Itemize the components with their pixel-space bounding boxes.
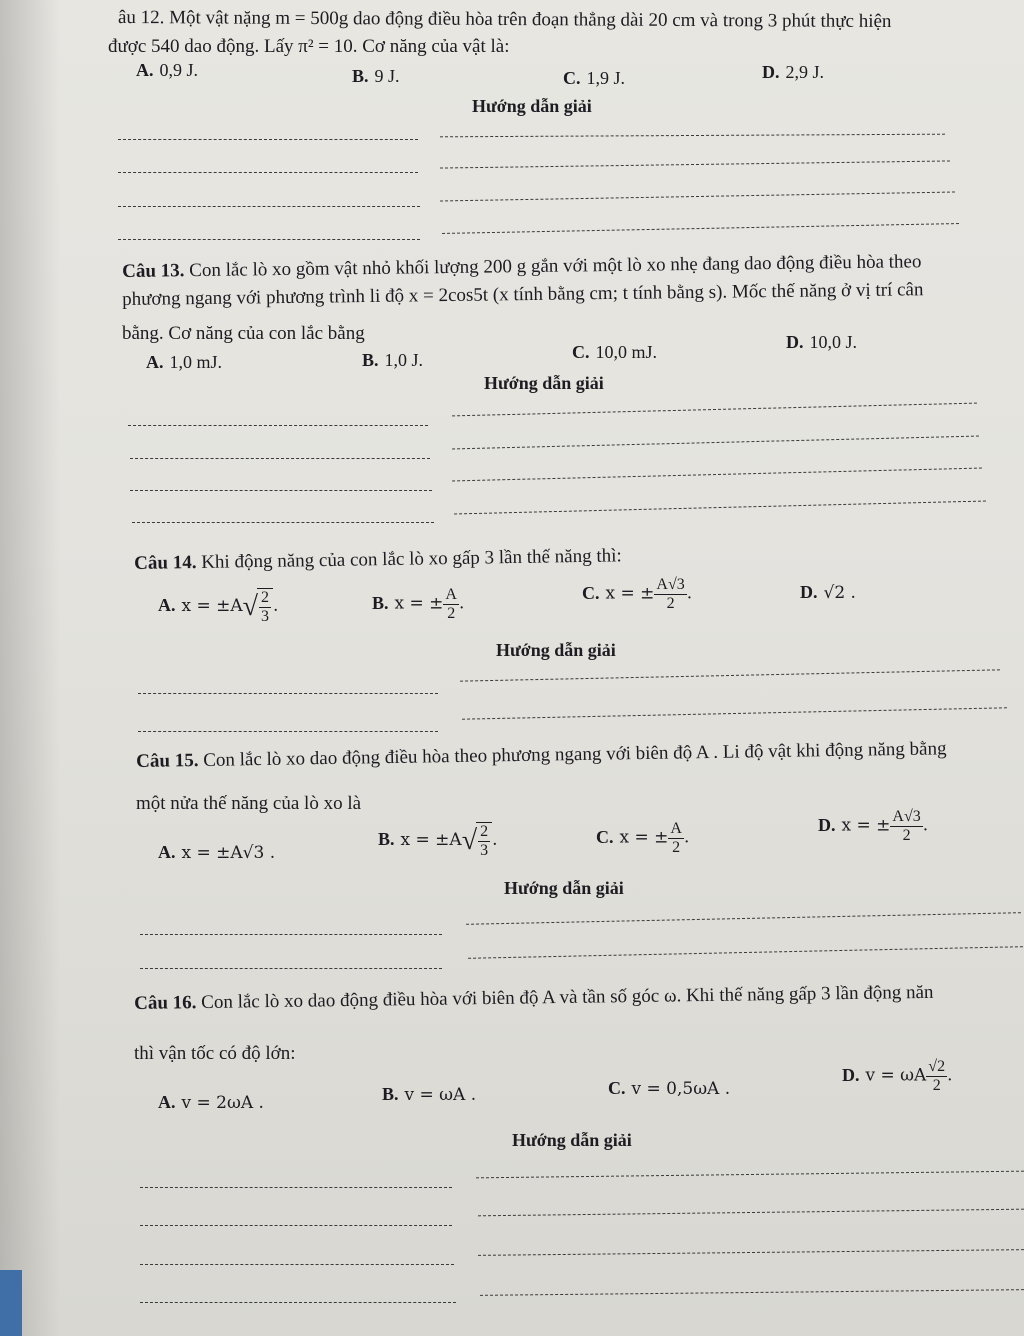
q15-line2: một nửa thế năng của lò xo là xyxy=(136,793,362,814)
q13-line3: bằng. Cơ năng của con lắc bằng xyxy=(122,323,365,344)
q14-line1: Câu 14. Khi động năng của con lắc lò xo gấp 3 lần thế năng thì: xyxy=(134,545,622,574)
q15-answer-line-1[interactable] xyxy=(466,912,1021,925)
q13-answer-line-4[interactable] xyxy=(454,501,986,515)
q15-option-a[interactable]: A. x = ±A√3 . xyxy=(158,842,276,863)
q12-option-c[interactable]: C. 1,9 J. xyxy=(563,68,626,88)
q14-guide-heading: Hướng dẫn giải xyxy=(496,640,616,660)
q16-option-a[interactable]: A. v = 2ωA . xyxy=(158,1092,264,1113)
q13-guide-heading: Hướng dẫn giải xyxy=(484,373,604,393)
q16-option-d[interactable]: D. v = ωA $\frac{√2}{2}$ . xyxy=(842,1058,953,1094)
q12-answer-line-1[interactable] xyxy=(440,134,945,138)
q16-option-b[interactable]: B. v = ωA . xyxy=(382,1084,477,1105)
q16-answer-line-2[interactable] xyxy=(478,1209,1024,1217)
q12-line1: âu 12. Một vật nặng m = 500g dao động điều hòa trên đoạn thẳng dài 20 cm và trong 3 phút thực hiện xyxy=(117,6,892,33)
q13-answer-line-2[interactable] xyxy=(452,436,979,450)
q13-option-b[interactable]: B. 1,0 J. xyxy=(362,350,424,370)
q15-answer-line-2[interactable] xyxy=(468,946,1023,959)
q15-option-d[interactable]: D. x = ± $\frac{A√3}{2}$ . xyxy=(818,808,929,844)
q13-option-d[interactable]: D. 10,0 J. xyxy=(786,332,858,352)
q12-guide-heading: Hướng dẫn giải xyxy=(472,96,592,116)
q12-option-a[interactable]: A. 0,9 J. xyxy=(136,60,199,80)
q13-answer-line-1[interactable] xyxy=(452,403,977,417)
q14-option-a[interactable]: A. x = ±A √ $\frac{2}{3}$ . xyxy=(158,589,279,625)
q15-option-c[interactable]: C. x = ± $\frac{A}{2}$ . xyxy=(596,820,690,856)
q16-answer-line-4[interactable] xyxy=(480,1289,1024,1296)
q16-line2: thì vận tốc có độ lớn: xyxy=(134,1043,296,1064)
background-edge xyxy=(0,1270,22,1336)
q13-option-c[interactable]: C. 10,0 mJ. xyxy=(572,342,658,362)
q16-answer-line-1[interactable] xyxy=(476,1171,1024,1179)
q13-option-a[interactable]: A. 1,0 mJ. xyxy=(146,352,223,372)
q15-line1: Câu 15. Con lắc lò xo dao động điều hòa theo phương ngang với biên độ A . Li độ vật khi động năng bằng xyxy=(136,738,947,772)
q15-option-b[interactable]: B. x = ±A √ $\frac{2}{3}$ . xyxy=(378,823,498,859)
q14-option-c[interactable]: C. x = ± $\frac{A√3}{2}$ . xyxy=(582,576,693,612)
q16-answer-line-3[interactable] xyxy=(478,1249,1024,1256)
q13-answer-line-3[interactable] xyxy=(452,468,982,482)
q12-answer-line-2[interactable] xyxy=(440,160,950,168)
q14-answer-line-1[interactable] xyxy=(460,669,1000,681)
q12-answer-line-3[interactable] xyxy=(440,192,955,202)
q16-line1: Câu 16. Con lắc lò xo dao động điều hòa với biên độ A và tần số góc ω. Khi thế năng gấp 3 lần động năn xyxy=(134,981,934,1014)
q12-option-d[interactable]: D. 2,9 J. xyxy=(762,62,825,82)
q16-option-c[interactable]: C. v = 0,5ωA . xyxy=(608,1078,731,1099)
q14-option-d[interactable]: D. √2 . xyxy=(800,582,856,603)
q14-option-b[interactable]: B. x = ± $\frac{A}{2}$ . xyxy=(372,586,465,622)
q12-line2: được 540 dao động. Lấy π² = 10. Cơ năng của vật là: xyxy=(108,36,510,57)
q14-answer-line-2[interactable] xyxy=(462,707,1007,719)
q13-line2: phương ngang với phương trình li độ x = 2cos5t (x tính bằng cm; t tính bằng s). Mốc thế năng ở vị trí cân xyxy=(122,279,924,310)
q16-guide-heading: Hướng dẫn giải xyxy=(512,1130,632,1150)
q12-answer-line-4[interactable] xyxy=(442,223,959,234)
q15-guide-heading: Hướng dẫn giải xyxy=(504,878,624,898)
q12-option-b[interactable]: B. 9 J. xyxy=(352,66,400,86)
q13-line1: Câu 13. Con lắc lò xo gồm vật nhỏ khối lượng 200 g gắn với một lò xo nhẹ đang dao động điều hòa theo xyxy=(122,251,922,282)
